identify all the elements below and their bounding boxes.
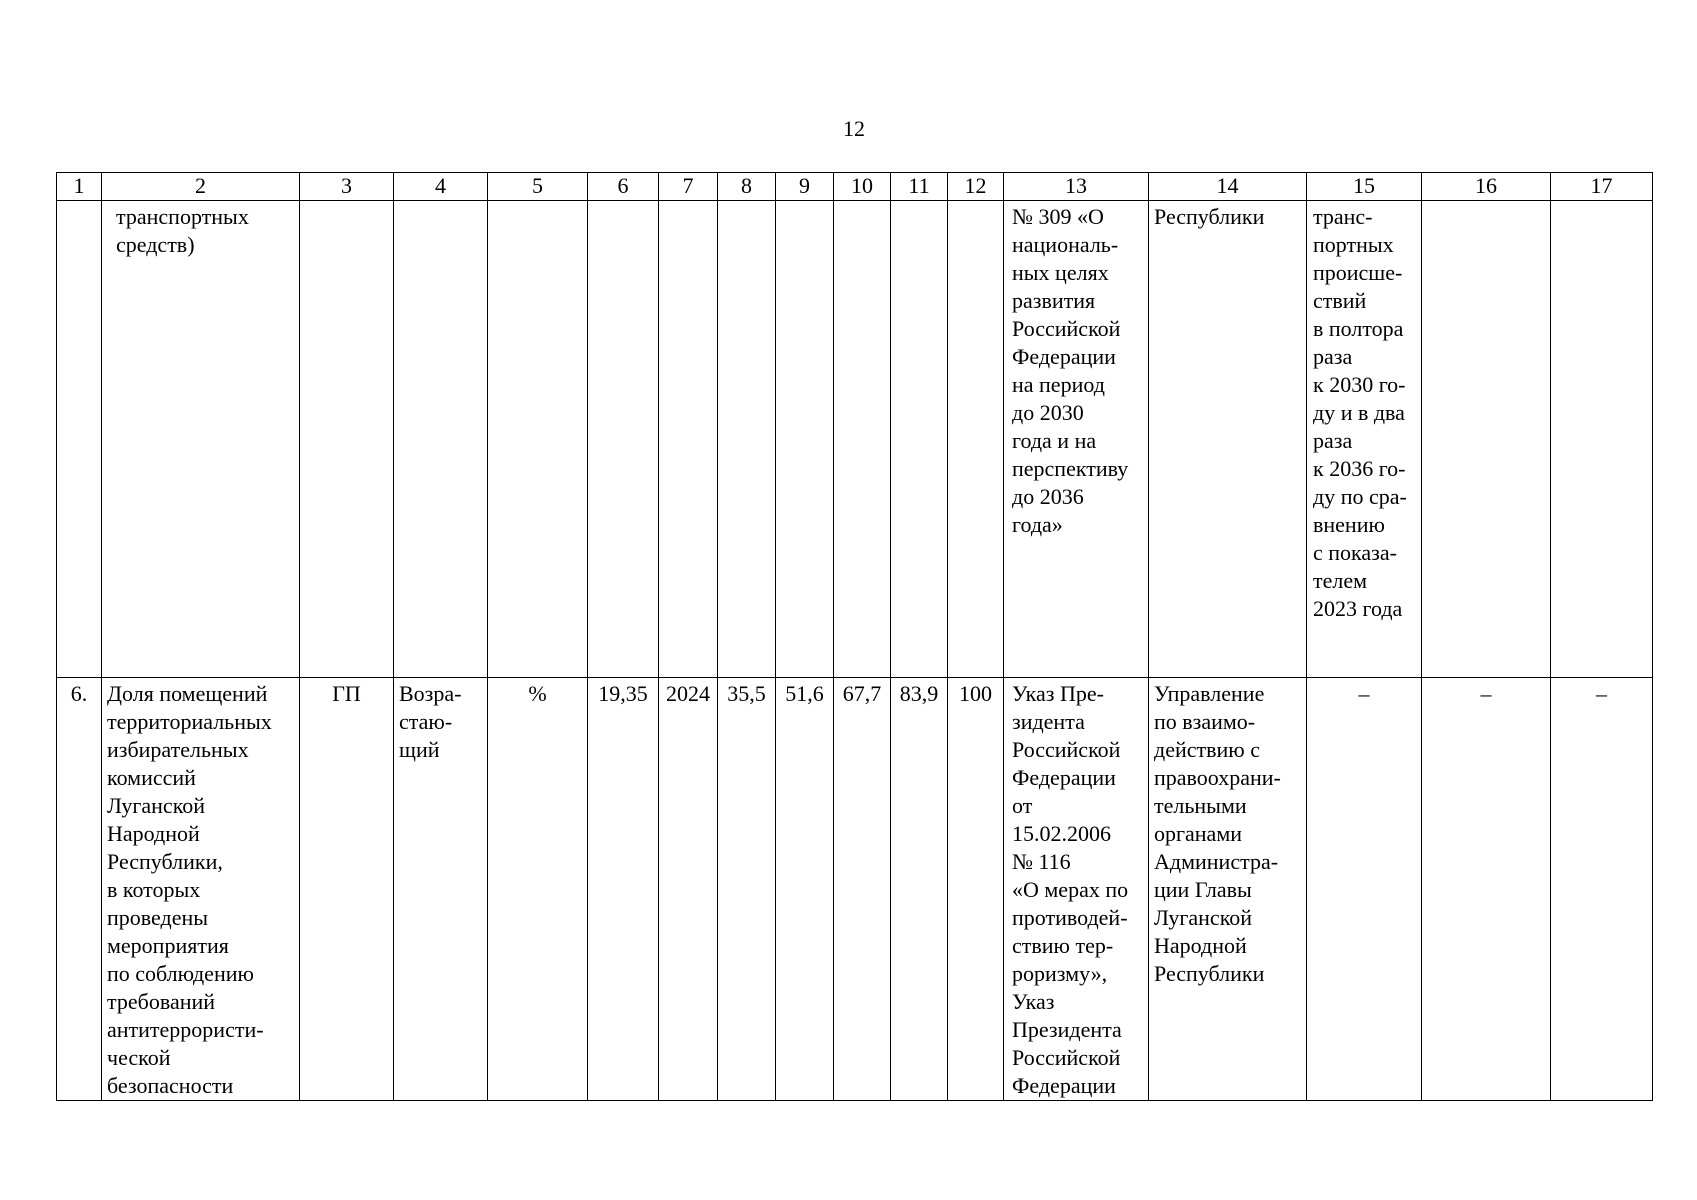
header-cell: 14	[1149, 173, 1307, 201]
cell-unit: %	[488, 678, 588, 1101]
cell-base-year: 2024	[659, 678, 718, 1101]
cell-value: 100	[948, 678, 1004, 1101]
cell-empty	[776, 201, 834, 678]
header-cell: 13	[1004, 173, 1149, 201]
cell-empty	[300, 201, 394, 678]
cell-empty	[891, 201, 948, 678]
header-cell: 11	[891, 173, 948, 201]
cell-indicator-name: транспортных средств)	[102, 201, 300, 678]
cell-empty	[834, 201, 891, 678]
cell-level: ГП	[300, 678, 394, 1101]
cell-empty	[488, 201, 588, 678]
cell-responsible: Управление по взаимо- действию с правоохрани- тельными органами Администра- ции Главы Луганской Народной Республики	[1149, 678, 1307, 1101]
cell-indicator-name: Доля помещений территориальных избирательных комиссий Луганской Народной Республики, в которых проведены мероприятия по соблюдению требований антитеррористи- ческой безопасности	[102, 678, 300, 1101]
cell-trend: Возра- стаю- щий	[394, 678, 488, 1101]
cell-number	[57, 201, 102, 678]
header-cell: 15	[1307, 173, 1422, 201]
cell-empty	[1551, 201, 1653, 678]
cell-col16: –	[1422, 678, 1551, 1101]
header-cell: 6	[588, 173, 659, 201]
header-cell: 9	[776, 173, 834, 201]
header-cell: 3	[300, 173, 394, 201]
header-cell: 7	[659, 173, 718, 201]
header-cell: 1	[57, 173, 102, 201]
cell-empty	[659, 201, 718, 678]
cell-empty	[588, 201, 659, 678]
page-number: 12	[843, 116, 865, 141]
cell-document-basis: № 309 «О националь- ных целях развития Российской Федерации на период до 2030 года и на перспективу до 2036 года»	[1004, 201, 1149, 678]
table-row	[57, 678, 1653, 1101]
indicator-table	[56, 172, 1653, 1101]
cell-empty	[948, 201, 1004, 678]
header-cell: 12	[948, 173, 1004, 201]
header-cell: 10	[834, 173, 891, 201]
cell-empty	[394, 201, 488, 678]
header-cell: 16	[1422, 173, 1551, 201]
cell-base-value: 19,35	[588, 678, 659, 1101]
cell-goal: транс- портных происше- ствий в полтора раза к 2030 го- ду и в два раза к 2036 го- ду по сра- внению с показа- телем 2023 года	[1307, 201, 1422, 678]
cell-goal: –	[1307, 678, 1422, 1101]
cell-empty	[718, 201, 776, 678]
cell-number: 6.	[57, 678, 102, 1101]
header-cell: 5	[488, 173, 588, 201]
cell-value: 67,7	[834, 678, 891, 1101]
cell-empty	[1422, 201, 1551, 678]
cell-value: 83,9	[891, 678, 948, 1101]
table-row	[57, 201, 1653, 678]
header-cell: 17	[1551, 173, 1653, 201]
cell-col17: –	[1551, 678, 1653, 1101]
header-cell: 4	[394, 173, 488, 201]
header-cell: 8	[718, 173, 776, 201]
cell-document-basis: Указ Пре- зидента Российской Федерации от 15.02.2006 № 116 «О мерах по противодей- ствию тер- роризму», Указ Президента Российской Федерации	[1004, 678, 1149, 1101]
header-cell: 2	[102, 173, 300, 201]
cell-value: 51,6	[776, 678, 834, 1101]
column-number-row	[57, 173, 1653, 201]
cell-value: 35,5	[718, 678, 776, 1101]
cell-responsible: Республики	[1149, 201, 1307, 678]
